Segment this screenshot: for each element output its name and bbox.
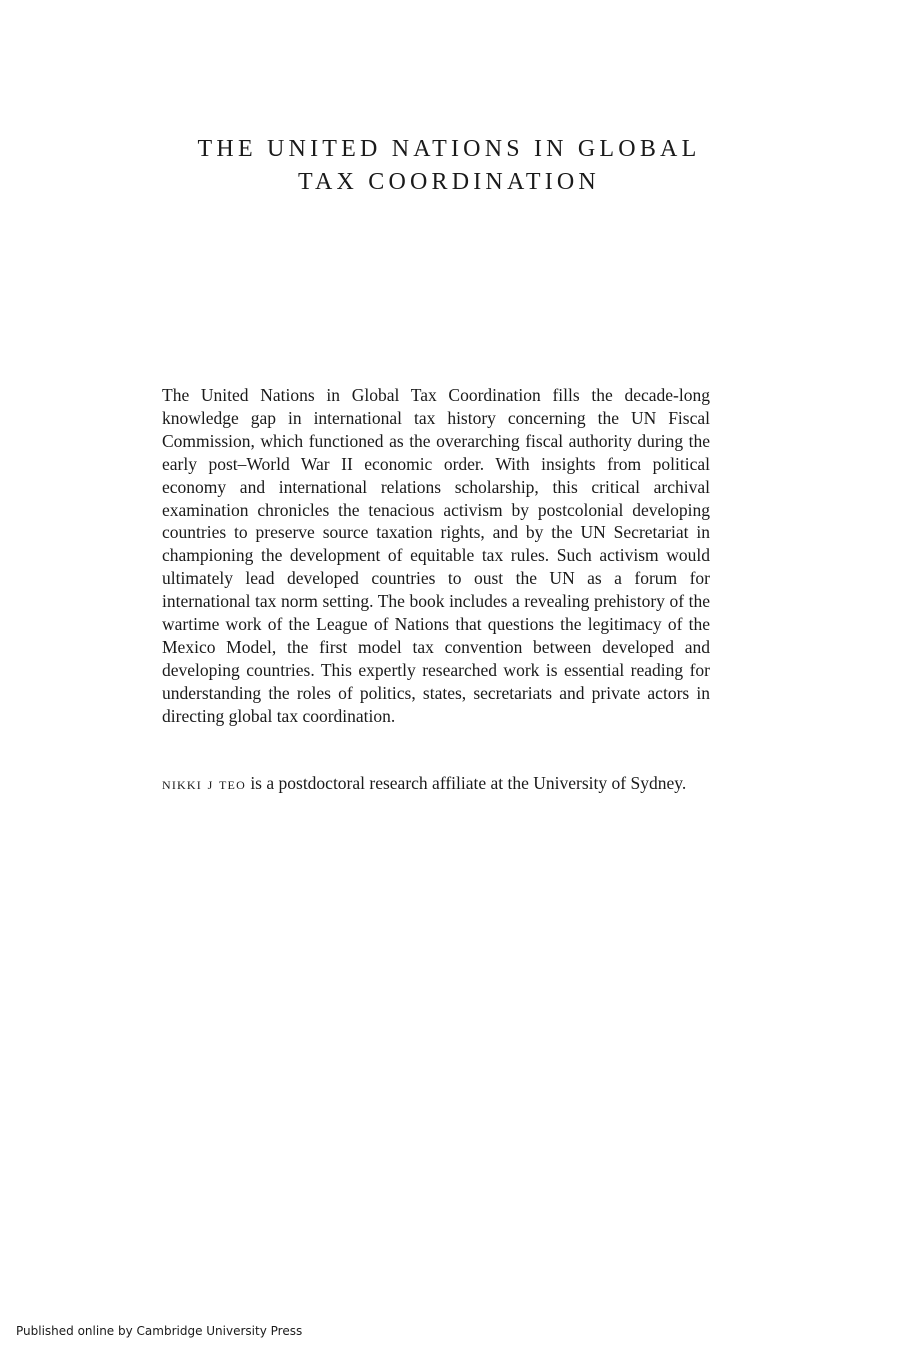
book-description: The United Nations in Global Tax Coordination fills the decade-long knowledge gap in international tax history concerning the UN Fiscal Commission, which functioned as the overarching fiscal authority during the early post–World War II economic order. With insights from political economy and international relations scholarship, this critical archival examination chronicles the tenacious activism by postcolonial developing countries to preserve source taxation rights, and by the UN Secretariat in championing the development of equitable tax rules. Such activism would ultimately lead developed countries to oust the UN as a forum for international tax norm setting. The book includes a revealing prehistory of the wartime work of the League of Nations that questions the legitimacy of the Mexico Model, the first model tax convention between developed and developing countries. This expertly researched work is essential reading for understanding the roles of politics, states, secretariats and private actors in directing global tax coordination. <box>162 385 710 726</box>
book-title-line-2: TAX COORDINATION <box>298 169 600 195</box>
publisher-footer: Published online by Cambridge University Press <box>16 1324 303 1338</box>
author-bio <box>162 772 710 795</box>
book-title-line-1: THE UNITED NATIONS IN GLOBAL <box>197 136 701 162</box>
author-name: nikki j teo <box>162 773 246 793</box>
book-title <box>0 133 898 199</box>
author-bio-text: is a postdoctoral research affiliate at the University of Sydney. <box>245 773 687 793</box>
